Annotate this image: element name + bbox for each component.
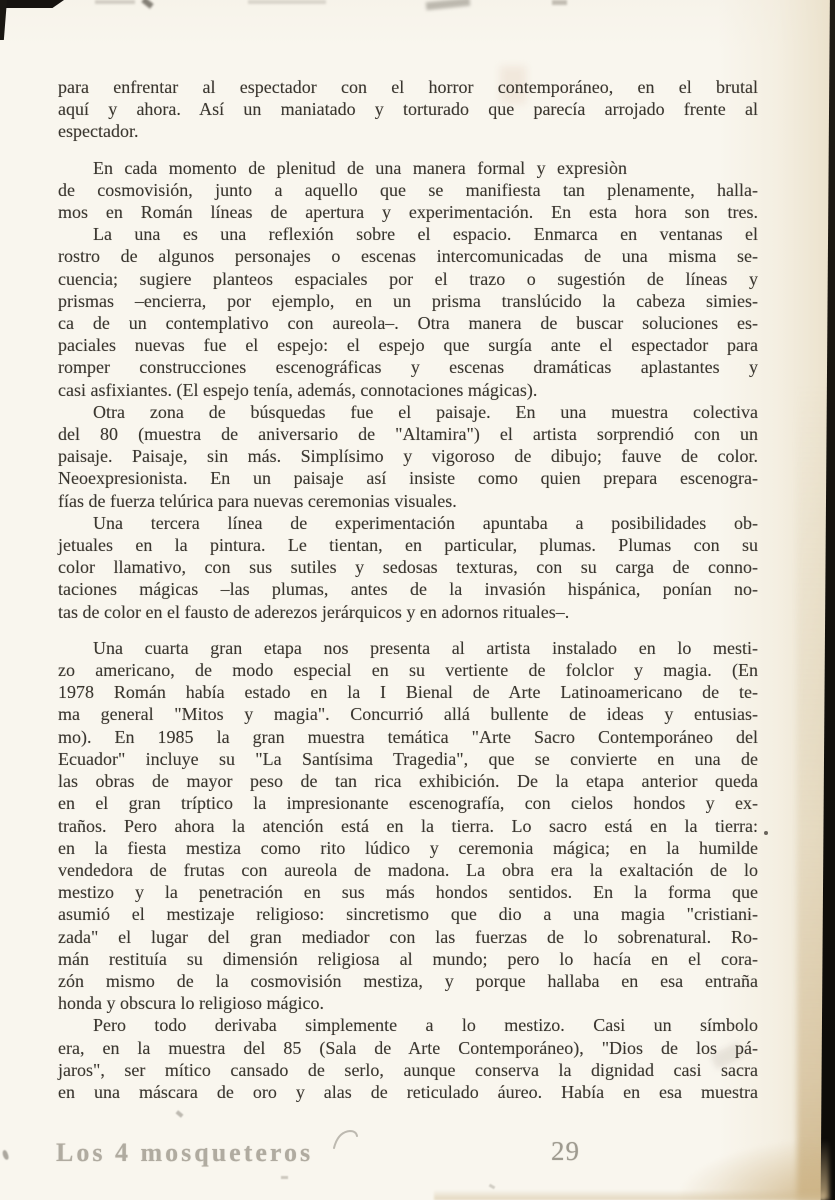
ink-speck	[764, 831, 768, 835]
scan-corner-mark-top-left-vertical	[0, 0, 7, 40]
paragraph	[58, 637, 758, 1014]
page-corner-shadow-bottom-right	[679, 1140, 829, 1200]
text-line: asumió el mestizaje religioso: sincretismo que dio a una magia "cristiani-	[58, 904, 758, 925]
text-line: Otra zona de búsquedas fue el paisaje. En una muestra colectiva	[93, 401, 758, 422]
text-line: honda y obscura lo religioso mágico.	[58, 993, 324, 1014]
text-line: mos en Román líneas de apertura y experimentación. En esta hora son tres.	[58, 202, 758, 223]
text-line: traños. Pero ahora la atención está en la tierra. Lo sacro está en la tierra:	[58, 815, 758, 836]
text-line: las obras de mayor peso de tan rica exhibición. De la etapa anterior queda	[58, 771, 758, 792]
text-line: para enfrentar al espectador con el horror contemporáneo, en el brutal	[58, 77, 758, 97]
text-line: en la fiesta mestiza como rito lúdico y ceremonia mágica; en la humilde	[58, 837, 758, 858]
text-line: zada" el lugar del gran mediador con las fuerzas de lo sobrenatural. Ro-	[58, 926, 758, 947]
text-line: zo americano, de modo especial en su vertiente de folclor y magia. (En	[58, 660, 758, 681]
scan-smudge-top	[426, 0, 471, 10]
page-text	[58, 76, 758, 1103]
text-line: prismas –encierra, por ejemplo, en un prisma translúcido la cabeza simies-	[58, 290, 758, 311]
text-line: rostro de algunos personajes o escenas intercomunicadas de una misma se-	[58, 246, 758, 267]
text-line: La una es una reflexión sobre el espacio. Enmarca en ventanas el	[93, 224, 758, 245]
text-line: casi asfixiantes. (El espejo tenía, además, connotaciones mágicas).	[58, 379, 538, 400]
text-line: mestizo y la penetración en sus más hondos sentidos. En la forma que	[58, 882, 758, 903]
pen-squiggle-mark	[330, 1126, 362, 1156]
text-line: 1978 Román había estado en la I Bienal de Arte Latinoamericano de te-	[58, 682, 758, 703]
text-line: era, en la muestra del 85 (Sala de Arte Contemporáneo), "Dios de los pá-	[58, 1037, 758, 1058]
text-line: taciones mágicas –las plumas, antes de la invasión hispánica, ponían no-	[58, 579, 758, 600]
text-line: Pero todo derivaba simplemente a lo mestizo. Casi un símbolo	[93, 1015, 758, 1036]
text-line: paciales nuevas fue el espejo: el espejo que surgía ante el espectador para	[58, 335, 758, 356]
scan-smudge-top	[141, 0, 153, 9]
text-line: ca de un contemplativo con aureola–. Otra manera de buscar soluciones es-	[58, 313, 758, 334]
text-line: vendedora de frutas con aureola de madona. La obra era la exaltación de lo	[58, 859, 758, 880]
text-line: Una cuarta gran etapa nos presenta al artista instalado en lo mesti-	[93, 637, 758, 658]
text-line: paisaje. Paisaje, sin más. Simplísimo y vigoroso de dibujo; fauve de color.	[58, 446, 758, 467]
text-line: tas de color en el fausto de aderezos jerárquicos y en adornos rituales–.	[58, 601, 570, 622]
ink-speck	[281, 1176, 288, 1179]
text-line: mo). En 1985 la gran muestra temática "Arte Sacro Contemporáneo del	[58, 726, 758, 747]
text-line: ma general "Mitos y magia". Concurrió allá bullente de ideas y entusias-	[58, 704, 758, 725]
text-line: jetuales en la pintura. Le tientan, en particular, plumas. Plumas con su	[58, 535, 758, 556]
footer-page-number: 29	[551, 1136, 580, 1166]
text-line: en una máscara de oro y alas de reticulado áureo. Había en esa muestra	[58, 1081, 758, 1102]
text-line: jaros", ser mítico cansado de serlo, aunque conserva la dignidad casi sacra	[58, 1059, 758, 1080]
text-line: Una tercera línea de experimentación apuntaba a posibilidades ob-	[93, 512, 758, 533]
scan-smudge-top	[248, 0, 326, 4]
text-line: mán restituía su dimensión religiosa al mundo; pero lo hacía en el cora-	[58, 948, 758, 969]
page-edge-shadow	[797, 384, 827, 1200]
scan-smudge-top	[552, 0, 567, 5]
page-edge-black-strip	[819, 0, 835, 1200]
text-line: del 80 (muestra de aniversario de "Altamira") el artista sorprendió con un	[58, 424, 758, 445]
paragraph	[58, 76, 758, 143]
ink-speck	[176, 1110, 184, 1118]
text-line: cuencia; sugiere planteos espaciales por el trazo o sugestión de líneas y	[58, 268, 758, 289]
text-line: espectador.	[58, 121, 139, 142]
text-line: aquí y ahora. Así un maniatado y torturado que parecía arrojado frente al	[58, 99, 758, 120]
paragraph	[58, 1014, 758, 1103]
text-line: Ecuador" incluye su "La Santísima Tragedia", que se convierte en una de	[58, 748, 758, 769]
paragraph	[58, 157, 758, 224]
paragraph	[58, 401, 758, 512]
ink-speck	[1, 1149, 9, 1160]
text-line: zón mismo de la cosmovisión mestiza, y porque hallaba en esa entraña	[58, 970, 758, 991]
footer-book-title: Los 4 mosqueteros	[56, 1138, 314, 1167]
text-line: romper construcciones escenográficas y escenas dramáticas aplastantes y	[58, 357, 758, 378]
text-line: fías de fuerza telúrica para nuevas ceremonias visuales.	[58, 490, 457, 511]
paragraph	[58, 223, 758, 401]
scan-smudge-top	[95, 0, 135, 4]
text-line: de cosmovisión, junto a aquello que se manifiesta tan plenamente, halla-	[58, 179, 758, 200]
text-line: color llamativo, con sus sutiles y sedosas texturas, con su carga de conno-	[58, 557, 758, 578]
text-line: En cada momento de plenitud de una manera formal y expresiòn	[93, 157, 627, 178]
ink-speck	[489, 1184, 496, 1190]
paragraph	[58, 512, 758, 623]
scan-corner-mark-top-left	[0, 0, 64, 8]
page-bottom-shadow	[434, 1190, 825, 1200]
text-line: Neoexpresionista. En un paisaje así insiste como quien prepara escenogra-	[58, 468, 758, 489]
text-line: en el gran tríptico la impresionante escenografía, con cielos hondos y ex-	[58, 793, 758, 814]
